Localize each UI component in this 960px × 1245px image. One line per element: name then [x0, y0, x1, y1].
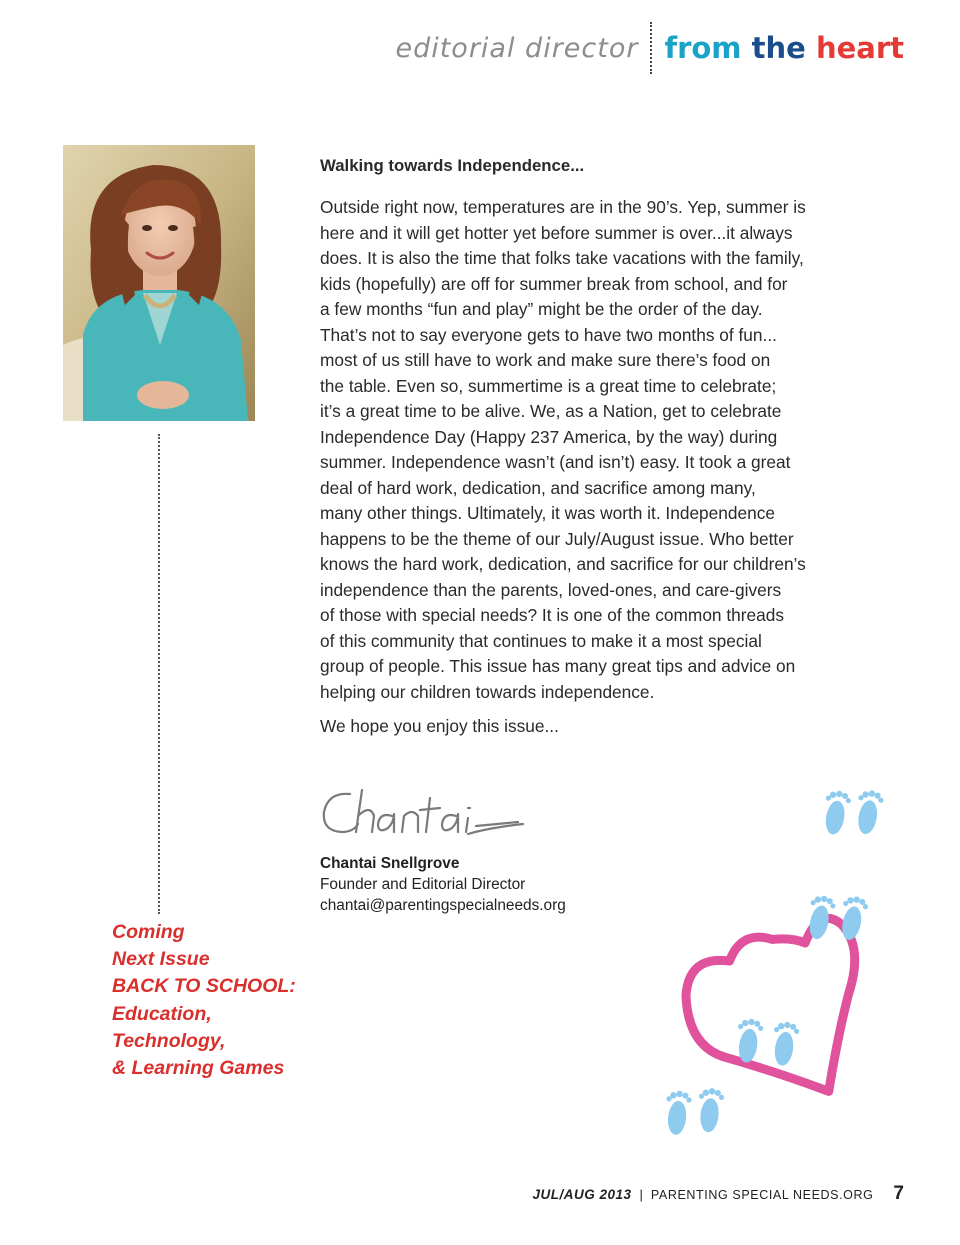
- article-title: Walking towards Independence...: [320, 156, 585, 175]
- article-line: most of us still have to work and make sure there’s food on: [320, 350, 771, 370]
- dotted-vertical-rule: [158, 434, 160, 914]
- article-line: kids (hopefully) are off for summer break from school, and for: [320, 273, 788, 294]
- site-name: PARENTING SPECIAL NEEDS.ORG: [650, 1188, 874, 1202]
- article-line: of those with special needs? It is one of the common threads: [320, 605, 784, 625]
- article-line: the table. Even so, summertime is a great time to celebrate;: [320, 375, 777, 396]
- editorial-article: [320, 156, 840, 740]
- handwritten-signature: [318, 782, 528, 842]
- page-header: [395, 22, 904, 74]
- issue-date: JUL/AUG 2013: [532, 1187, 632, 1202]
- article-line: of this community that continues to make it a most special: [320, 630, 762, 651]
- coming-line: Education,: [112, 1002, 212, 1025]
- article-line: does. It is also the time that folks take vacations with the family,: [320, 248, 804, 268]
- heart-icon: [679, 916, 868, 1105]
- article-line: many other things. Ultimately, it was worth it. Independence: [320, 503, 775, 523]
- editor-portrait-illustration: [63, 145, 255, 421]
- author-name: Chantai Snellgrove: [320, 855, 460, 872]
- article-line: Independence Day (Happy 237 America, by the way) during: [320, 426, 778, 447]
- footer-divider: |: [639, 1187, 643, 1202]
- coming-line: Next Issue: [112, 948, 210, 971]
- author-block: [320, 853, 566, 916]
- page-footer: [532, 1183, 904, 1205]
- heart-footprints-illustration: [660, 770, 920, 1150]
- article-line: group of people. This issue has many great tips and advice on: [320, 656, 796, 676]
- article-line: summer. Independence wasn’t (and isn’t) easy. It took a great: [320, 452, 791, 472]
- section-label: editorial director: [395, 32, 639, 64]
- article-line: happens to be the theme of our July/August issue. Who better: [320, 528, 794, 549]
- coming-next-issue: [112, 919, 296, 1082]
- page-number: 7: [893, 1183, 904, 1204]
- author-role: Founder and Editorial Director: [320, 876, 526, 893]
- brand-word-from: from: [664, 31, 742, 65]
- article-line: deal of hard work, dedication, and sacrifice among many,: [320, 477, 756, 498]
- coming-line: BACK TO SCHOOL:: [112, 975, 296, 998]
- article-line: knows the hard work, dedication, and sacrifice for our children’s: [320, 554, 806, 574]
- coming-line: Technology,: [112, 1029, 226, 1052]
- coming-line: Coming: [112, 921, 185, 943]
- article-line: helping our children towards independence.: [320, 681, 655, 702]
- article-body: [320, 195, 840, 705]
- brand-word-the: the: [751, 31, 806, 65]
- coming-line: & Learning Games: [112, 1057, 285, 1080]
- article-line: That’s not to say everyone gets to have two months of fun...: [320, 324, 777, 345]
- article-line: it’s a great time to be alive. We, as a Nation, get to celebrate: [320, 401, 782, 421]
- brand-title: [664, 31, 904, 65]
- author-email[interactable]: chantai@parentingspecialneeds.org: [320, 897, 566, 914]
- article-line: Outside right now, temperatures are in the 90’s. Yep, summer is: [320, 197, 806, 217]
- editor-photo: [63, 145, 255, 421]
- article-line: independence than the parents, loved-ones, and care-givers: [320, 579, 782, 600]
- article-closing: We hope you enjoy this issue...: [320, 716, 559, 736]
- article-line: a few months “fun and play” might be the order of the day.: [320, 299, 763, 319]
- brand-word-heart: heart: [815, 31, 904, 65]
- header-divider: [650, 22, 652, 74]
- article-line: here and it will get hotter yet before summer is over...it always: [320, 222, 793, 243]
